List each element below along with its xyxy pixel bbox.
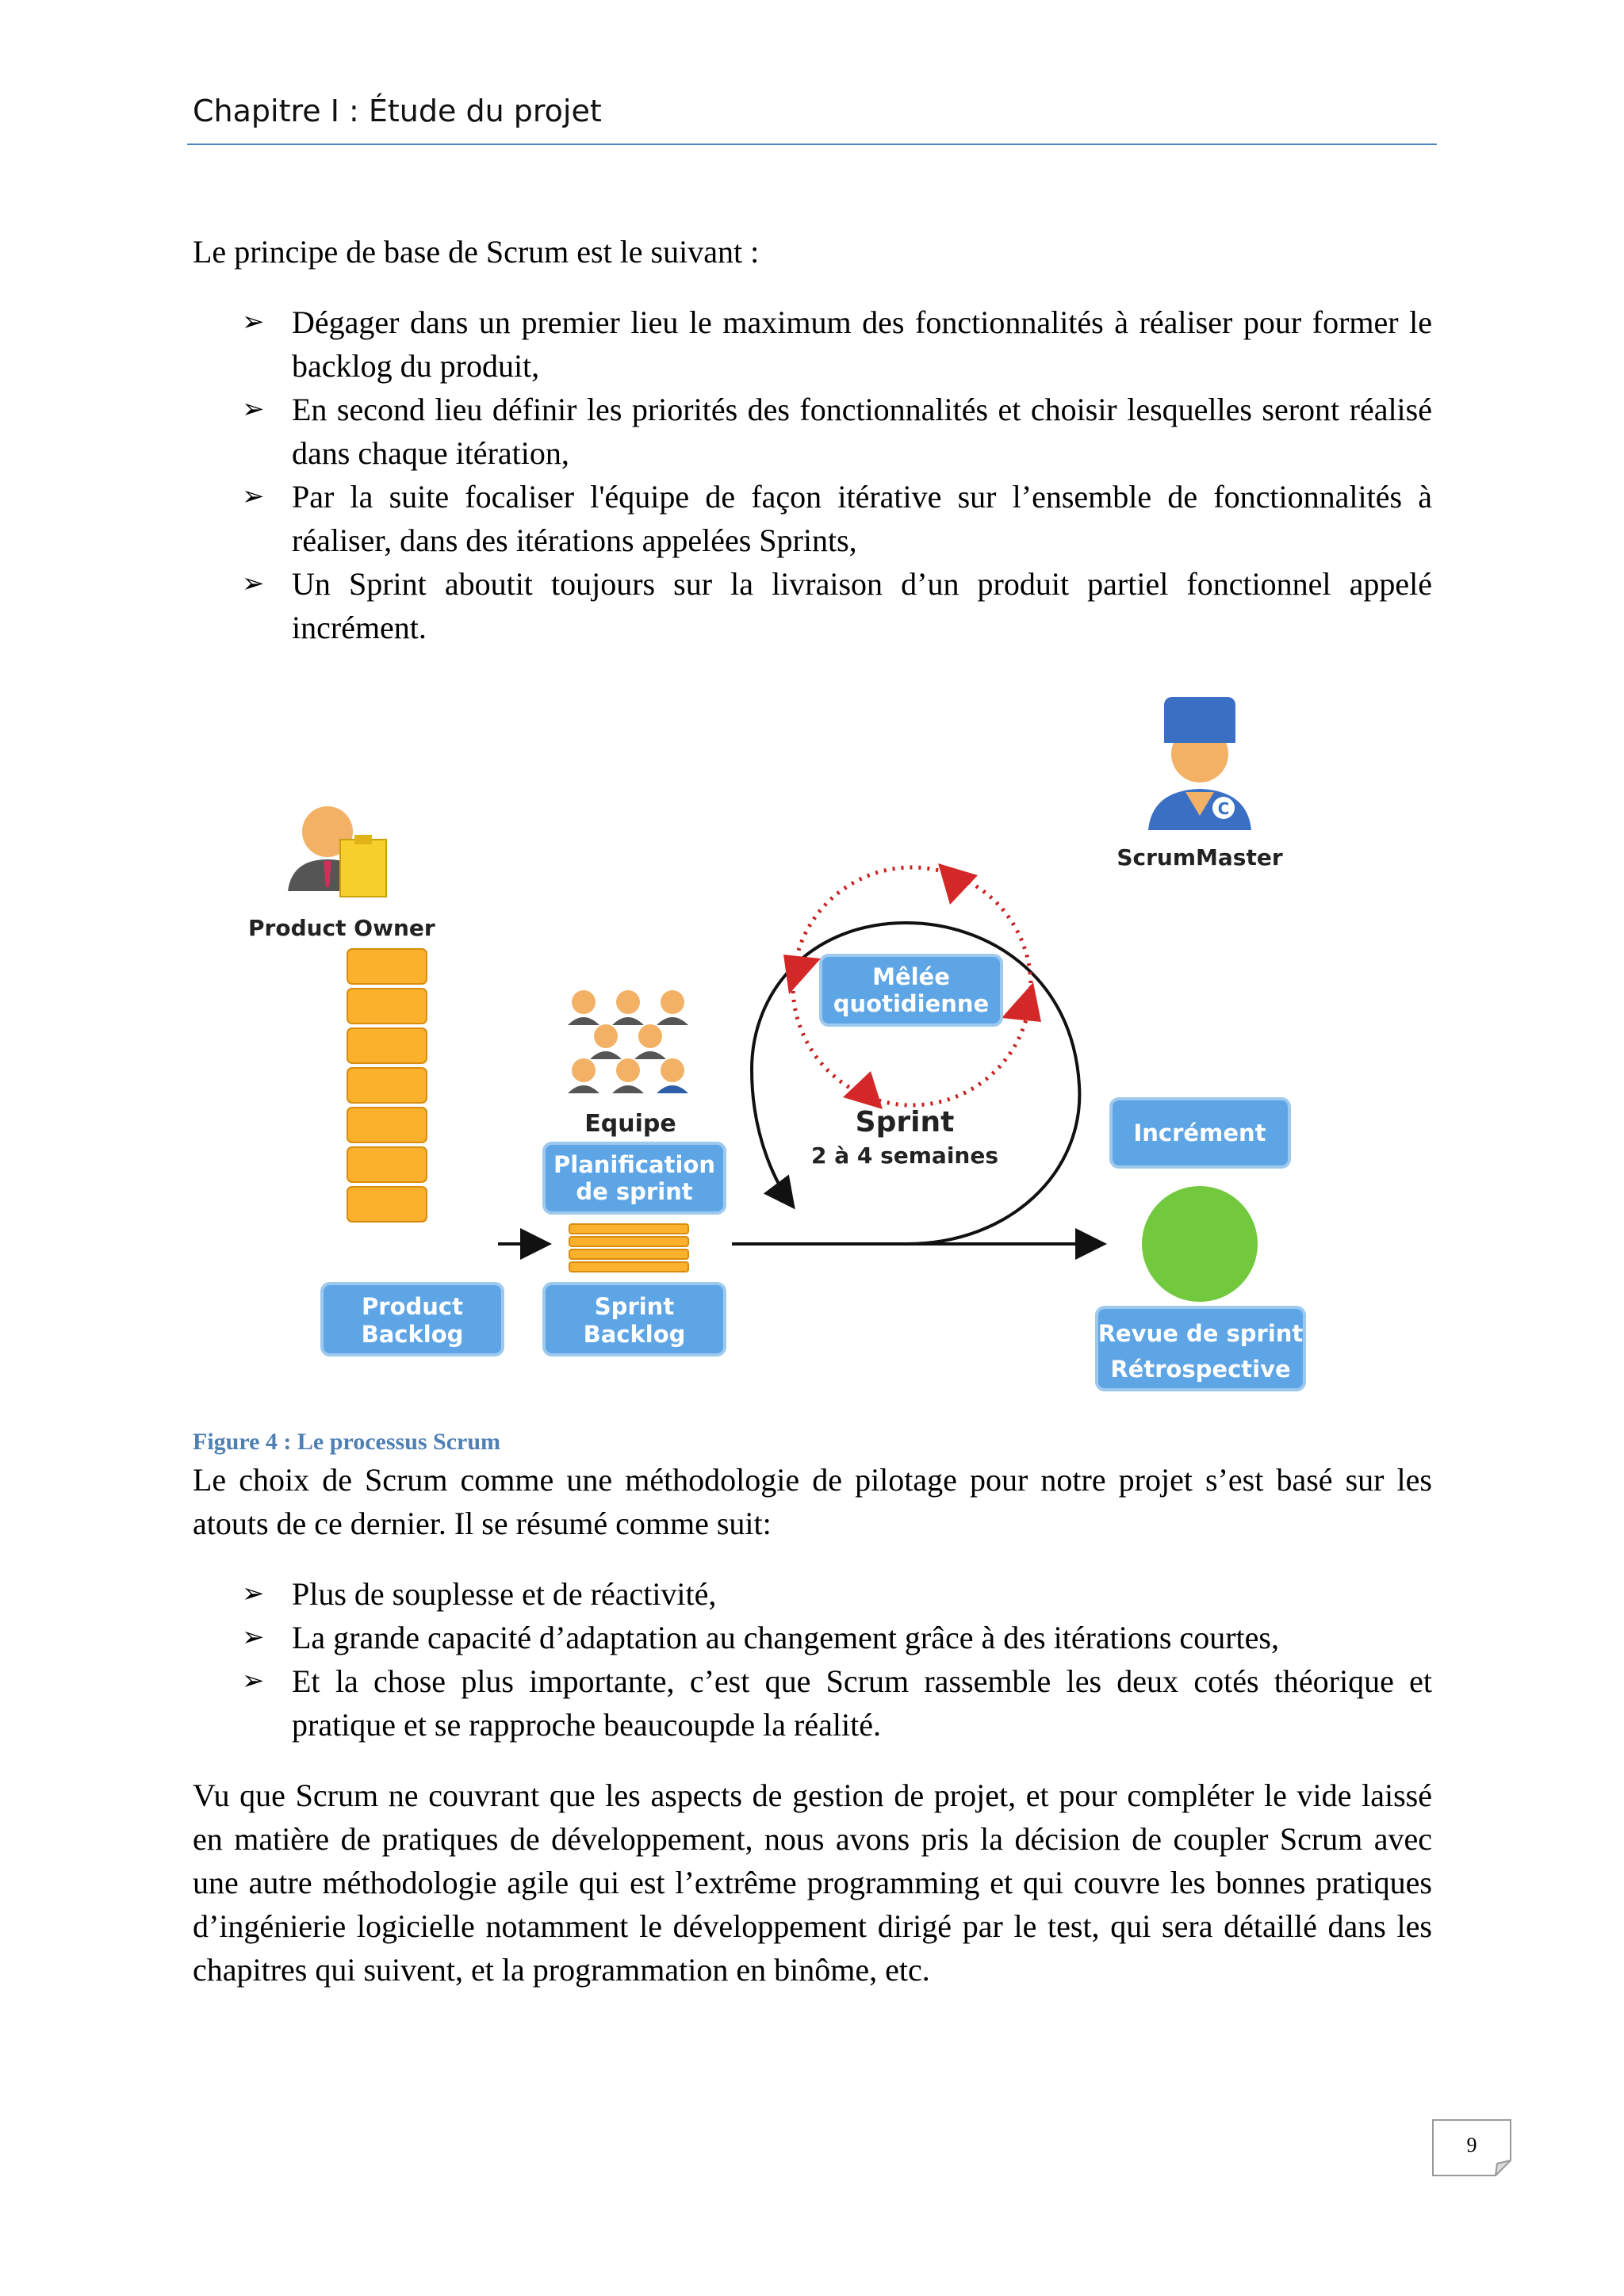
list-item-text: En second lieu définir les priorités des fonctionnalités et choisir lesquelles seront réalisé dans chaque itération,	[292, 392, 1432, 471]
increment-circle	[1142, 1186, 1258, 1302]
review-label: Revue de sprint	[1097, 1320, 1304, 1347]
list-item	[193, 388, 1432, 475]
list-item	[193, 475, 1432, 562]
list-item-text: La grande capacité d’adaptation au changement grâce à des itérations courtes,	[292, 1620, 1279, 1655]
product-backlog-label-2: Backlog	[361, 1321, 464, 1348]
sprint-label: Sprint	[855, 1106, 955, 1138]
list-item-text: Dégager dans un premier lieu le maximum des fonctionnalités à réaliser pour former le backlog du produit,	[292, 304, 1432, 384]
header-rule	[187, 144, 1437, 145]
scrum-master-badge: C	[1217, 799, 1230, 818]
chapter-header: Chapitre I : Étude du projet	[193, 94, 602, 128]
arrow-bullet-icon: ➢	[242, 393, 265, 425]
daily-scrum-label-1: Mêlée	[872, 963, 950, 990]
list-item	[193, 300, 1432, 388]
list-item	[193, 1659, 1432, 1747]
team-label: Equipe	[584, 1110, 676, 1138]
scrum-master-icon	[1148, 697, 1251, 830]
sprint-planning-label-1: Planification	[553, 1151, 715, 1178]
list-item	[193, 1616, 1432, 1659]
scrum-principles-list	[193, 300, 1432, 649]
sprint-backlog-stack	[569, 1224, 688, 1272]
team-icons	[568, 990, 688, 1093]
arrow-bullet-icon: ➢	[242, 306, 265, 338]
list-item-text: Un Sprint aboutit toujours sur la livraison d’un produit partiel fonctionnel appelé incrément.	[292, 566, 1432, 645]
retrospective-label: Rétrospective	[1110, 1356, 1291, 1383]
product-owner-icon	[288, 806, 386, 897]
arrow-bullet-icon: ➢	[242, 1665, 265, 1697]
daily-scrum-label-2: quotidienne	[833, 990, 990, 1017]
sprint-duration-label: 2 à 4 semaines	[810, 1142, 999, 1169]
arrow-bullet-icon: ➢	[242, 568, 265, 599]
arrow-bullet-icon: ➢	[242, 1621, 265, 1653]
xp-paragraph: Vu que Scrum ne couvrant que les aspects de gestion de projet, et pour compléter le vide laissé en matière de pratiques de développement, nous avons pris la décision de coupler Scrum avec une autre méthodologie agile qui est l’extrême programming et qui couvre les bonnes pratiques d’ingénierie logicielle notamment le développement dirigé par le test, qui sera détaillé dans les chapitres qui suivent, et la programmation en binôme, etc.	[193, 1777, 1432, 1988]
list-item-text: Plus de souplesse et de réactivité,	[292, 1576, 717, 1612]
scrum-diagram	[193, 697, 1432, 1426]
list-item-text: Et la chose plus importante, c’est que Scrum rassemble les deux cotés théorique et pratique et se rapproche beaucoupde la réalité.	[292, 1663, 1432, 1743]
page-number-box	[1432, 2119, 1511, 2176]
product-backlog-stack	[347, 949, 427, 1222]
scrum-choice-paragraph: Le choix de Scrum comme une méthodologie de pilotage pour notre projet s’est basé sur les atouts de ce dernier. Il se résumé comme suit:	[193, 1462, 1432, 1541]
scrum-process-figure	[193, 697, 1432, 1426]
scrum-advantages-list	[193, 1572, 1432, 1747]
arrow-bullet-icon: ➢	[242, 1578, 265, 1609]
product-owner-label: Product Owner	[248, 915, 435, 941]
list-item-text: Par la suite focaliser l'équipe de façon itérative sur l’ensemble de fonctionnalités à réaliser, dans des itérations appelées Sprints,	[292, 479, 1432, 558]
page-number: 9	[1466, 2133, 1477, 2156]
page-content	[193, 230, 1432, 1992]
list-item	[193, 1572, 1432, 1616]
scrum-master-label: ScrumMaster	[1116, 844, 1283, 871]
intro-paragraph: Le principe de base de Scrum est le suivant :	[193, 234, 760, 270]
increment-label: Incrément	[1133, 1119, 1266, 1146]
list-item	[193, 562, 1432, 649]
product-backlog-label-1: Product	[362, 1293, 463, 1320]
figure-caption: Figure 4 : Le processus Scrum	[193, 1429, 501, 1455]
arrow-bullet-icon: ➢	[242, 480, 265, 512]
sprint-backlog-label-2: Backlog	[583, 1321, 686, 1348]
sprint-planning-label-2: de sprint	[576, 1178, 693, 1205]
sprint-backlog-label-1: Sprint	[594, 1293, 675, 1320]
